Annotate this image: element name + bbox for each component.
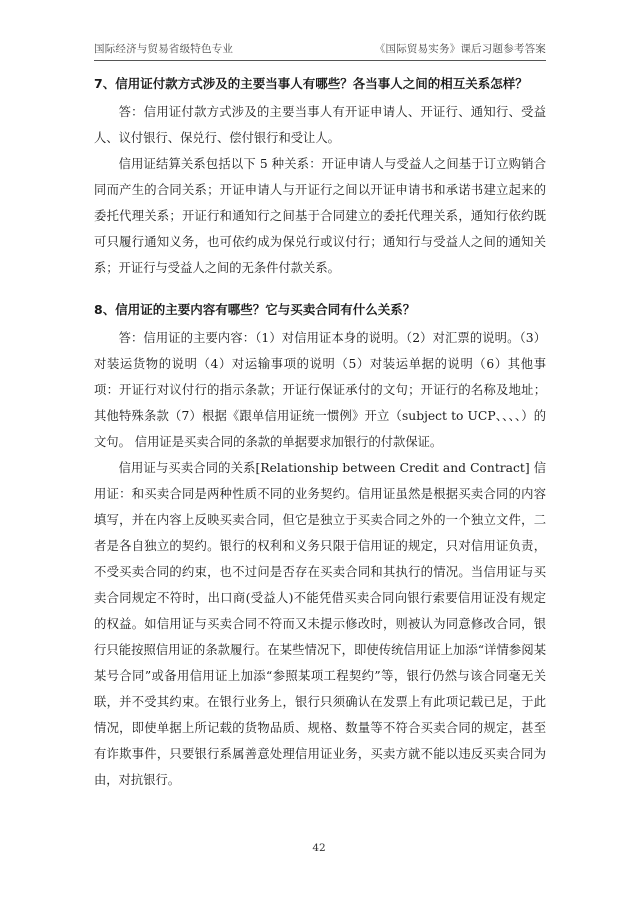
header-right-text: 《国际贸易实务》课后习题参考答案 [374, 43, 546, 55]
page-number: 42 [312, 842, 326, 854]
header-left-text: 国际经济与贸易省级特色专业 [94, 43, 234, 55]
question-8-paragraph-1: 答：信用证的主要内容：（1）对信用证本身的说明。（2）对汇票的说明。（3）对装运货物的说明（4）对运输事项的说明（5）对装运单据的说明（6）其他事项：开证行对议付行的指示条款；开证行保证承付的文句；开证行的名称及地址；其他特殊条款（7）根据《跟单信用证统一惯例》开立（subject to UCP、、、、）的文句。 信用证是买卖合同的条款的单据要求加银行的付款保证。 [94, 331, 546, 449]
question-8-paragraph-2: 信用证与买卖合同的关系[Relationship between Credit and Contract] 信用证：和买卖合同是两种性质不同的业务契约。信用证虽然是根据买卖合同的内容填写，并在内容上反映买卖合同，但它是独立于买卖合同之外的一个独立文件，二者是各自独立的契约。银行的权利和义务只限于信用证的规定，只对信用证负责，不受买卖合同的约束，也不过问是否存在买卖合同和其执行的情况。当信用证与买卖合同规定不符时，出口商(受益人)不能凭借买卖合同向银行索要信用证没有规定的权益。如信用证与买卖合同不符而又未提示修改时，则被认为同意修改合同，银行只能按照信用证的条款履行。在某些情况下，即使传统信用证上加添“详情参阅某某号合同”或备用信用证上加添“参照某项工程契约”等，银行仍然与该合同毫无关联，并不受其约束。在银行业务上，银行只须确认在发票上有此项记载已足，于此情况，即使单据上所记载的货物品质、规格、数量等不符合买卖合同的规定，甚至有诈欺事件，只要银行系属善意处理信用证业务，买卖方就不能以违反买卖合同为由，对抗银行。 [94, 461, 546, 787]
header-divider [94, 60, 546, 61]
question-7-answer [94, 99, 546, 281]
question-7-paragraph-1: 答：信用证付款方式涉及的主要当事人有开证申请人、开证行、通知行、受益人、议付银行、保兑行、偿付银行和受让人。 [94, 105, 546, 145]
question-7-paragraph-2: 信用证结算关系包括以下 5 种关系：开证申请人与受益人之间基于订立购销合同而产生的合同关系；开证申请人与开证行之间以开证申请书和承诺书建立起来的委托代理关系；开证行和通知行之间基于合同建立的委托代理关系，通知行依约既可只履行通知义务，也可依约成为保兑行或议付行；通知行与受益人之间的通知关系；开证行与受益人之间的无条件付款关系。 [94, 157, 546, 275]
page-header [94, 41, 546, 56]
question-7-title: 7、信用证付款方式涉及的主要当事人有哪些？各当事人之间的相互关系怎样？ [94, 76, 528, 91]
question-8-answer [94, 325, 546, 793]
question-8-title: 8、信用证的主要内容有哪些？它与买卖合同有什么关系？ [94, 302, 416, 317]
